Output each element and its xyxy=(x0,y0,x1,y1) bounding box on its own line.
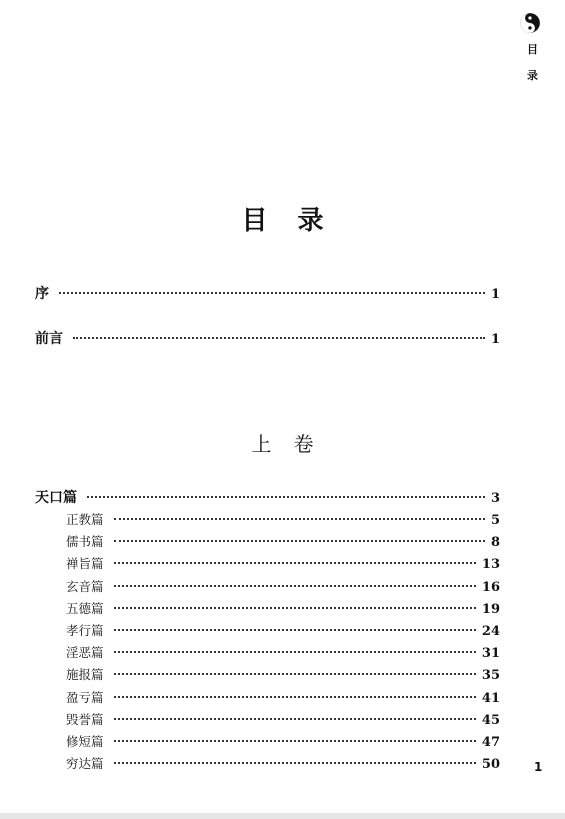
toc-chapter-row[interactable] xyxy=(66,732,500,752)
volume-heading: 上卷 xyxy=(251,432,336,456)
dot-leader xyxy=(114,629,476,631)
toc-chapter-label: 儒书篇 xyxy=(66,534,104,550)
toc-chapter-row[interactable] xyxy=(66,599,500,619)
side-header-char-1: 目 xyxy=(527,43,538,56)
dot-leader xyxy=(114,673,476,675)
dot-leader xyxy=(73,337,485,339)
toc-chapter-label: 穷达篇 xyxy=(66,756,104,772)
toc-chapter-page: 50 xyxy=(481,757,500,773)
toc-chapter-row[interactable] xyxy=(66,577,500,597)
dot-leader xyxy=(87,496,485,498)
toc-chapter-page: 35 xyxy=(481,668,500,684)
toc-entry-preface[interactable] xyxy=(35,283,500,303)
toc-chapter-page: 47 xyxy=(481,735,500,750)
toc-chapter-page: 8 xyxy=(490,535,500,551)
toc-chapter-page: 16 xyxy=(481,579,500,595)
toc-section-label: 天口篇 xyxy=(35,490,77,506)
toc-entry-page: 1 xyxy=(490,287,500,302)
page-number: 1 xyxy=(534,760,543,774)
dot-leader xyxy=(114,540,485,542)
dot-leader xyxy=(114,651,476,653)
toc-chapter-page: 41 xyxy=(481,690,500,706)
dot-leader xyxy=(114,740,476,742)
toc-entry-label: 前言 xyxy=(35,331,63,347)
toc-entry-page: 1 xyxy=(490,332,500,347)
dot-leader xyxy=(114,762,476,764)
dot-leader xyxy=(114,718,476,720)
page-title: 目录 xyxy=(241,206,354,236)
dot-leader xyxy=(114,696,476,698)
toc-chapter-row[interactable] xyxy=(66,510,500,530)
toc-entry-foreword[interactable] xyxy=(35,328,500,348)
toc-chapter-row[interactable] xyxy=(66,643,500,663)
toc-chapter-page: 5 xyxy=(490,513,500,528)
toc-entry-label: 序 xyxy=(35,286,49,302)
dot-leader xyxy=(114,585,476,587)
toc-chapter-row[interactable] xyxy=(66,665,500,685)
toc-chapter-label: 玄音篇 xyxy=(66,578,104,594)
toc-chapter-label: 正教篇 xyxy=(66,512,104,527)
toc-chapter-page: 13 xyxy=(481,557,500,573)
toc-section[interactable] xyxy=(35,487,500,507)
toc-chapter-label: 盈亏篇 xyxy=(66,689,104,705)
dot-leader xyxy=(59,292,485,294)
dot-leader xyxy=(114,518,485,520)
toc-chapter-row[interactable] xyxy=(66,554,500,574)
toc-chapter-row[interactable] xyxy=(66,688,500,708)
toc-chapter-label: 毁誉篇 xyxy=(66,711,104,727)
toc-chapter-page: 19 xyxy=(481,601,500,617)
toc-chapter-page: 31 xyxy=(481,646,500,662)
toc-chapter-row[interactable] xyxy=(66,754,500,774)
toc-section-page: 3 xyxy=(490,491,500,506)
toc-chapter-label: 淫恶篇 xyxy=(66,645,104,661)
dot-leader xyxy=(114,562,476,564)
toc-chapter-label: 五德篇 xyxy=(66,600,104,616)
toc-chapter-row[interactable] xyxy=(66,532,500,552)
toc-chapter-page: 24 xyxy=(481,624,500,639)
side-header-char-2: 录 xyxy=(527,69,538,82)
toc-chapter-label: 修短篇 xyxy=(66,734,104,749)
taiji-icon xyxy=(519,12,541,34)
dot-leader xyxy=(114,607,476,609)
toc-chapter-row[interactable] xyxy=(66,621,500,641)
toc-chapter-page: 45 xyxy=(481,712,500,728)
toc-chapter-row[interactable] xyxy=(66,710,500,730)
toc-chapter-label: 孝行篇 xyxy=(66,623,104,638)
toc-chapter-label: 禅旨篇 xyxy=(66,556,104,572)
toc-chapter-label: 施报篇 xyxy=(66,667,104,683)
page-bottom-edge xyxy=(0,813,565,819)
